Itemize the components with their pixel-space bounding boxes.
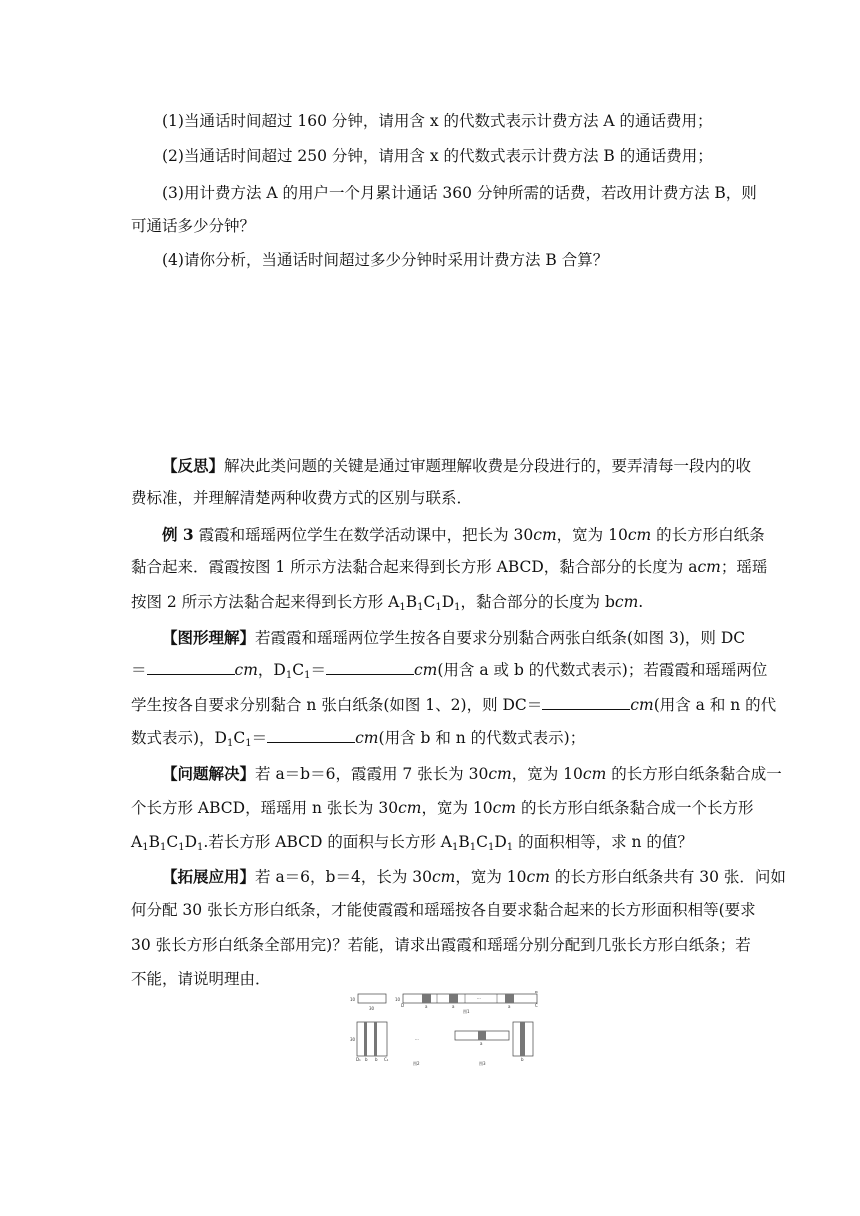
unit: cm	[526, 868, 550, 886]
text: C	[233, 729, 246, 747]
unit: cm	[431, 868, 456, 886]
label: b	[375, 1057, 378, 1062]
text: 的长方形白纸条共有 30 张．问如	[549, 868, 786, 886]
label: D	[401, 1003, 405, 1008]
label: C	[535, 1003, 538, 1008]
label: D₁	[356, 1057, 361, 1062]
subscript: 1	[451, 842, 459, 853]
subscript: 1	[454, 602, 461, 613]
text: (用含 b 和 n 的代数式表示)；	[378, 729, 586, 747]
text: 的长方形白纸条	[651, 526, 765, 544]
text: 按图 2 所示方法黏合起来得到长方形 A	[131, 593, 400, 611]
text: ＝	[310, 661, 326, 679]
example-3-line-3	[131, 585, 731, 620]
text: 个长方形 ABCD，瑶瑶用 n 张长为 30	[131, 799, 399, 817]
label: a	[480, 1041, 483, 1046]
subscript: 1	[506, 842, 514, 853]
paper-strip-figures	[347, 991, 539, 1067]
problem-solving-line-3	[131, 825, 731, 860]
label: a	[452, 1004, 455, 1009]
figure-2-strips	[357, 1022, 387, 1056]
question-4: (4)请你分析，当通话时间超过多少分钟时采用计费方法 B 合算？	[162, 251, 609, 269]
text: 霞霞和瑶瑶两位学生在数学活动课中，把长为 30	[193, 526, 534, 544]
unit: cm	[630, 696, 654, 714]
label: ···	[415, 1037, 419, 1042]
extension-line-4: 不能，请说明理由．	[131, 970, 271, 988]
text: 黏合起来．霞霞按图 1 所示方法黏合起来得到长方形 ABCD，黏合部分的长度为 a	[131, 558, 698, 576]
question-2: (2)当通话时间超过 250 分钟，请用含 x 的代数式表示计费方法 B 的通话费用；	[162, 147, 713, 165]
graph-understanding-line-3	[131, 688, 777, 723]
text: 若 a＝b＝6，霞霞用 7 张长为 30	[255, 765, 489, 783]
unit: cm	[614, 593, 639, 611]
label: B	[535, 991, 538, 994]
text: C	[423, 593, 436, 611]
text: 数式表示)，D	[131, 729, 227, 747]
unit: cm	[413, 661, 438, 679]
label: 10	[395, 997, 401, 1002]
subscript: 1	[159, 842, 167, 853]
problem-solving-label: 【问题解决】	[162, 764, 256, 783]
unit: cm	[582, 765, 607, 783]
answer-blank[interactable]	[267, 728, 355, 743]
example-3-line-2	[131, 550, 768, 585]
subscript: 1	[285, 670, 293, 681]
graph-understanding-line-4	[131, 721, 731, 756]
graph-understanding-line-1	[131, 620, 746, 656]
example-3-label: 例 3	[162, 525, 194, 544]
label: 30	[369, 1006, 375, 1011]
text: B	[148, 833, 160, 851]
text: ，宽为 10	[556, 526, 628, 544]
subscript: 1	[435, 602, 442, 613]
label: b	[521, 1057, 524, 1062]
text: 若霞霞和瑶瑶两位学生按各自要求分别黏合两张白纸条(如图 3)，则 DC	[255, 629, 746, 647]
text: ＝	[251, 729, 268, 747]
text: 的长方形白纸条黏合成一个长方形	[516, 799, 754, 817]
figure-1-chain	[403, 994, 537, 1003]
text: ，宽为 10	[511, 765, 583, 783]
unit: cm	[533, 526, 557, 544]
label: C₁	[384, 1057, 389, 1062]
graph-understanding-line-2	[131, 653, 768, 688]
reflection-text-1: 解决此类问题的关键是通过审题理解收费是分段进行的，要弄清每一段内的收	[224, 457, 752, 475]
figure-3-caption: 图3	[479, 1061, 486, 1066]
graph-understanding-label: 【图形理解】	[162, 628, 256, 647]
text: 学生按各自要求分别黏合 n 张白纸条(如图 1、2)，则 DC＝	[131, 696, 543, 714]
reflection-line-1	[131, 448, 752, 484]
text: ，D	[257, 661, 286, 679]
question-3-line-1: (3)用计费方法 A 的用户一个月累计通话 360 分钟所需的话费，若改用计费方法 B，则	[162, 184, 757, 202]
text: B	[405, 593, 418, 611]
unit: cm	[234, 661, 258, 679]
text: ；瑶瑶	[720, 558, 768, 576]
subscript: 1	[245, 738, 252, 749]
single-strip	[358, 994, 386, 1003]
answer-blank[interactable]	[326, 660, 414, 675]
extension-line-3: 30 张长方形白纸条全部用完)？若能，请求出霞霞和瑶瑶分别分配到几张长方形白纸条；若	[131, 936, 751, 954]
label: 10	[350, 997, 356, 1002]
subscript: 1	[399, 602, 406, 613]
text: 的面积相等，求 n 的值？	[513, 833, 693, 851]
text: C	[292, 661, 305, 679]
problem-solving-line-1	[131, 756, 782, 792]
subscript: 1	[197, 842, 204, 853]
text: A	[131, 833, 143, 851]
text: D	[441, 593, 455, 611]
problem-solving-line-2	[131, 791, 754, 826]
extension-line-2: 何分配 30 张长方形白纸条，才能使霞霞和瑶瑶按各自要求黏合起来的长方形面积相等(要求	[131, 901, 756, 919]
unit: cm	[627, 526, 652, 544]
text: C	[166, 833, 179, 851]
text: .	[638, 593, 644, 611]
text: C	[476, 833, 488, 851]
text: (用含 a 和 n 的代	[653, 696, 777, 714]
extension-line-1	[131, 859, 786, 895]
text: (用含 a 或 b 的代数式表示)；若霞霞和瑶瑶两位	[437, 661, 768, 679]
text: .若长方形 ABCD 的面积与长方形 A	[203, 833, 452, 851]
text: ，宽为 10	[455, 868, 527, 886]
text: 若 a＝6，b＝4，长为 30	[255, 868, 432, 886]
question-1: (1)当通话时间超过 160 分钟，请用含 x 的代数式表示计费方法 A 的通话费用；	[162, 112, 713, 130]
subscript: 1	[142, 842, 149, 853]
subscript: 1	[178, 842, 185, 853]
example-3-line-1	[131, 517, 765, 553]
label: a	[425, 1004, 428, 1009]
text: ，宽为 10	[421, 799, 493, 817]
unit: cm	[398, 799, 422, 817]
figure-1-caption: 图1	[463, 1009, 470, 1014]
question-3-line-2: 可通话多少分钟？	[131, 217, 256, 235]
figure-2-caption: 图2	[413, 1061, 420, 1066]
unit: cm	[697, 558, 721, 576]
subscript: 1	[417, 602, 424, 613]
reflection-line-2: 费标准，并理解清楚两种收费方式的区别与联系．	[131, 489, 473, 507]
text: D	[494, 833, 507, 851]
label: a	[508, 1004, 511, 1009]
text: ，黏合部分的长度为 b	[460, 593, 615, 611]
figure-3-strips	[455, 1022, 533, 1056]
label: b	[365, 1057, 368, 1062]
unit: cm	[355, 729, 379, 747]
label: ···	[477, 996, 481, 1001]
subscript: 1	[469, 842, 477, 853]
subscript: 1	[487, 842, 495, 853]
reflection-label: 【反思】	[162, 456, 225, 475]
unit: cm	[492, 799, 517, 817]
text: B	[458, 833, 470, 851]
text: 的长方形白纸条黏合成一	[606, 765, 782, 783]
text: D	[184, 833, 198, 851]
unit: cm	[488, 765, 512, 783]
label: 30	[350, 1037, 356, 1042]
subscript: 1	[226, 738, 234, 749]
subscript: 1	[304, 670, 311, 681]
extension-label: 【拓展应用】	[162, 867, 256, 886]
answer-blank[interactable]	[147, 660, 235, 675]
text: ＝	[131, 661, 147, 679]
answer-blank[interactable]	[542, 695, 630, 710]
